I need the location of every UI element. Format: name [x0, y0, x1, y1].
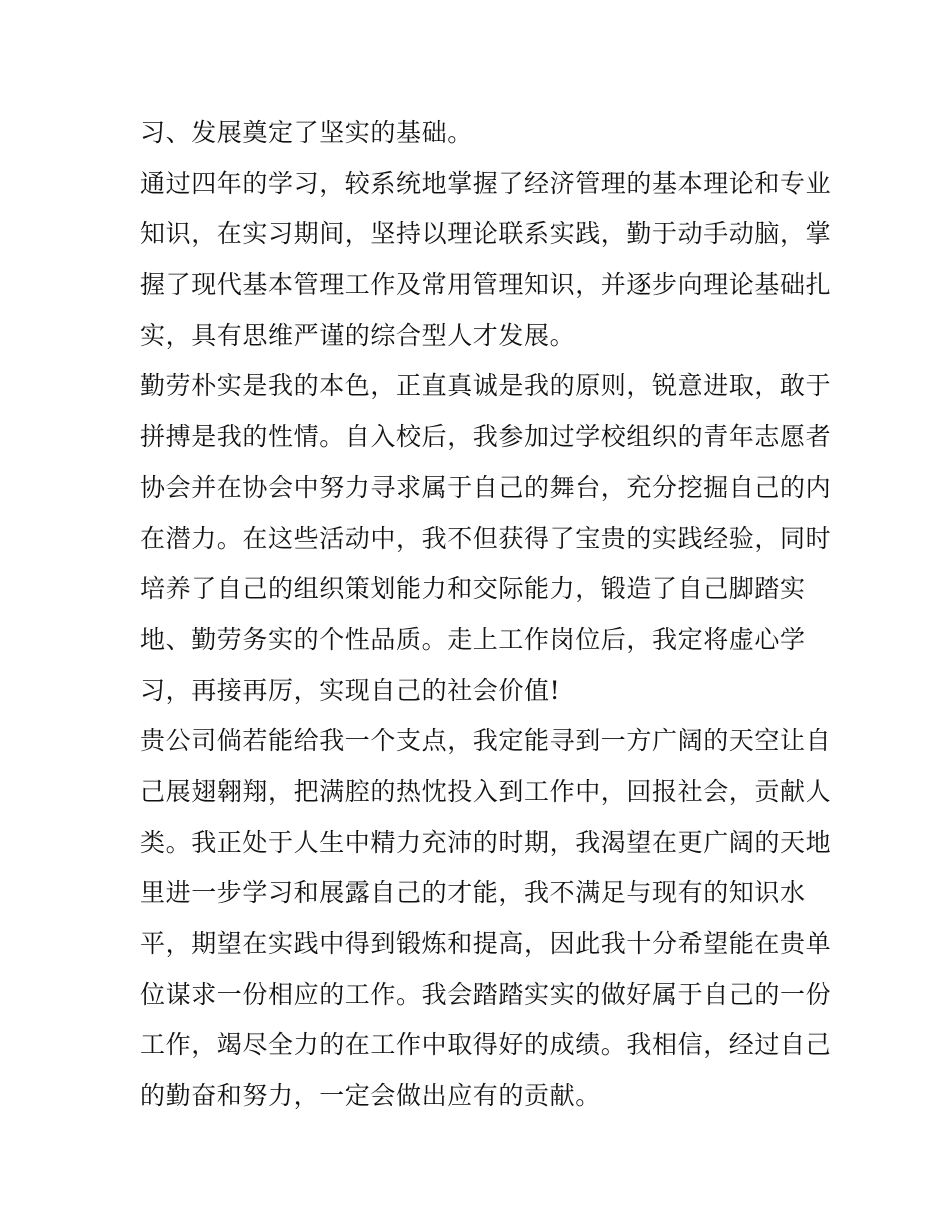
text-line: 位谋求一份相应的工作。我会踏踏实实的做好属于自己的一份 [140, 979, 832, 1009]
text-line: 知识，在实习期间，坚持以理论联系实践，勤于动手动脑，掌 [140, 219, 832, 249]
text-line: 培养了自己的组织策划能力和交际能力，锻造了自己脚踏实 [140, 574, 806, 604]
text-line: 工作，竭尽全力的在工作中取得好的成绩。我相信，经过自己 [140, 1030, 832, 1060]
text-line: 贵公司倘若能给我一个支点，我定能寻到一方广阔的天空让自 [140, 726, 832, 756]
document-body [140, 108, 832, 1122]
text-line: 勤劳朴实是我的本色，正直真诚是我的原则，锐意进取，敢于 [140, 371, 832, 401]
text-line: 习，再接再厉，实现自己的社会价值! [140, 675, 561, 705]
text-line: 习、发展奠定了坚实的基础。 [140, 118, 473, 147]
text-line: 在潜力。在这些活动中，我不但获得了宝贵的实践经验，同时 [140, 523, 832, 553]
text-line: 握了现代基本管理工作及常用管理知识，并逐步向理论基础扎 [140, 270, 832, 300]
text-line: 地、勤劳务实的个性品质。走上工作岗位后，我定将虚心学 [140, 624, 806, 654]
text-line: 拼搏是我的性情。自入校后，我参加过学校组织的青年志愿者 [140, 422, 832, 452]
text-line: 的勤奋和努力，一定会做出应有的贡献。 [140, 1081, 601, 1111]
text-line: 协会并在协会中努力寻求属于自己的舞台，充分挖掘自己的内 [140, 472, 832, 502]
text-line: 己展翅翱翔，把满腔的热忱投入到工作中，回报社会，贡献人 [140, 776, 832, 806]
text-line: 类。我正处于人生中精力充沛的时期，我渴望在更广阔的天地 [140, 827, 832, 857]
text-line: 通过四年的学习，较系统地掌握了经济管理的基本理论和专业 [140, 168, 832, 198]
text-line: 平，期望在实践中得到锻炼和提高，因此我十分希望能在贵单 [140, 929, 832, 958]
text-line: 里进一步学习和展露自己的才能，我不满足与现有的知识水 [140, 878, 806, 908]
text-line: 实，具有思维严谨的综合型人才发展。 [140, 320, 576, 350]
